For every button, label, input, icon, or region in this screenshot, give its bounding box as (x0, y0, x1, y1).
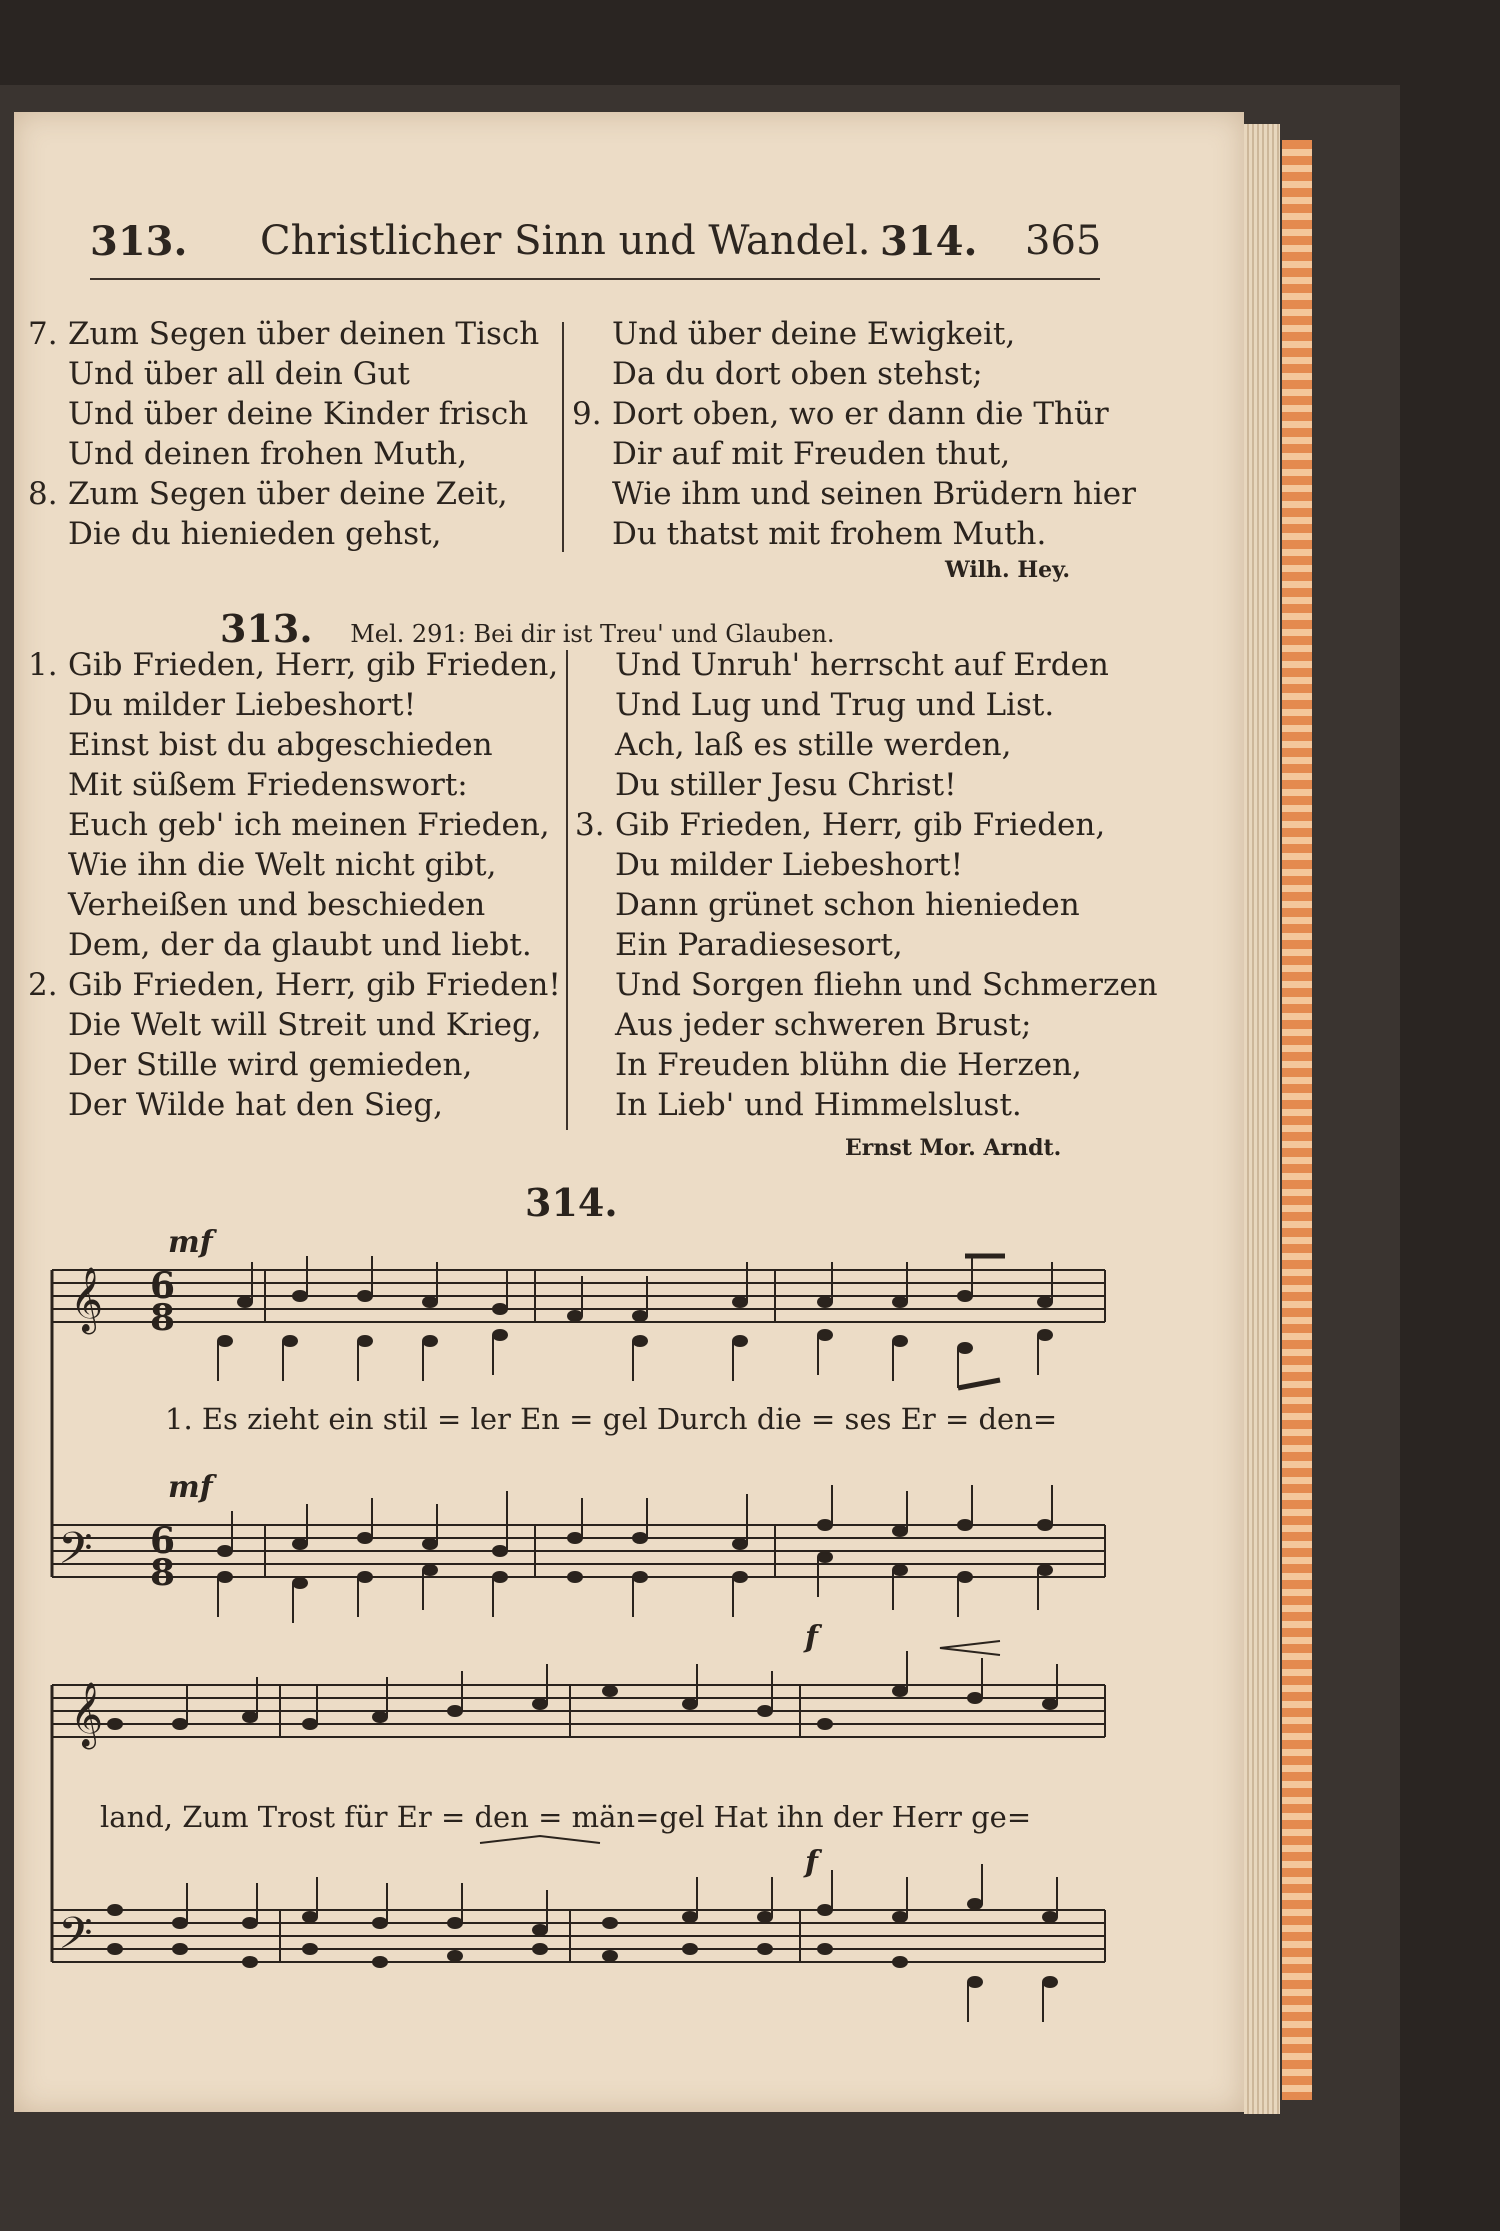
decrescendo-hairpin (480, 1836, 600, 1843)
running-head-right-number: 314. (880, 218, 978, 265)
verse-line: Du milder Liebeshort! (615, 847, 964, 883)
verse-line: Der Stille wird gemieden, (68, 1047, 473, 1083)
verse-line: Ach, laß es stille werden, (615, 727, 1012, 763)
verse-line: Und über deine Ewigkeit, (612, 316, 1016, 352)
page-number: 365 (1025, 218, 1102, 264)
verse-line: Und Unruh' herrscht auf Erden (615, 647, 1109, 683)
treble-clef-icon: 𝄞 (70, 1682, 104, 1747)
verse-line: Die Welt will Streit und Krieg, (68, 1007, 542, 1043)
verse-line: Ein Paradiesesort, (615, 927, 903, 963)
crescendo-hairpin (940, 1641, 1000, 1655)
verse-line: Du milder Liebeshort! (68, 687, 417, 723)
verse-line: Wie ihm und seinen Brüdern hier (612, 476, 1136, 512)
time-signature: 6 (150, 1265, 176, 1307)
verse-line: 2. Gib Frieden, Herr, gib Frieden! (28, 967, 561, 1003)
lyrics-line: land, Zum Trost für Er = den = män=gel Hat ihn der Herr ge= (100, 1800, 1032, 1834)
verse-line: Aus jeder schweren Brust; (615, 1007, 1032, 1043)
time-signature: 8 (150, 1552, 176, 1594)
verse-line: In Lieb' und Himmelslust. (615, 1087, 1022, 1123)
author-credit: Wilh. Hey. (945, 557, 1071, 583)
verse-line: In Freuden blühn die Herzen, (615, 1047, 1082, 1083)
verse-line: Da du dort oben stehst; (612, 356, 983, 392)
verse-line: Und deinen frohen Muth, (68, 436, 468, 472)
verse-line: 9. Dort oben, wo er dann die Thür (572, 396, 1109, 432)
lyrics-line: 1. Es zieht ein stil = ler En = gel Durch die = ses Er = den= (165, 1402, 1058, 1436)
verse-line: Du thatst mit frohem Muth. (612, 516, 1047, 552)
time-signature: 6 (150, 1520, 176, 1562)
hymn-314-number: 314. (525, 1180, 618, 1225)
verse-line: Und über deine Kinder frisch (68, 396, 529, 432)
dynamic-marking: mf (168, 1470, 213, 1505)
dynamic-marking: f (805, 1620, 818, 1655)
verse-line: 7. Zum Segen über deinen Tisch (28, 316, 540, 352)
dynamic-marking: mf (168, 1225, 213, 1260)
verse-line: Du stiller Jesu Christ! (615, 767, 957, 803)
hymn-number: 313. (220, 606, 313, 651)
dynamic-marking: f (805, 1845, 818, 1880)
bass-clef-icon: 𝄢 (58, 1522, 93, 1585)
verse-line: Verheißen und beschieden (68, 887, 486, 923)
time-signature: 8 (150, 1297, 176, 1339)
verse-line: 3. Gib Frieden, Herr, gib Frieden, (575, 807, 1106, 843)
verse-line: Und Lug und Trug und List. (615, 687, 1055, 723)
melody-reference: Mel. 291: Bei dir ist Treu' und Glauben. (350, 620, 835, 648)
verse-line: Dann grünet schon hienieden (615, 887, 1080, 923)
verse-line: 1. Gib Frieden, Herr, gib Frieden, (28, 647, 559, 683)
verse-line: Und Sorgen fliehn und Schmerzen (615, 967, 1158, 1003)
treble-clef-icon: 𝄞 (70, 1267, 104, 1332)
verse-line: Dem, der da glaubt und liebt. (68, 927, 532, 963)
running-head-title: Christlicher Sinn und Wandel. (260, 218, 871, 264)
verse-line: Dir auf mit Freuden thut, (612, 436, 1011, 472)
verse-line: 8. Zum Segen über deine Zeit, (28, 476, 508, 512)
verse-line: Einst bist du abgeschieden (68, 727, 493, 763)
verse-line: Mit süßem Friedenswort: (68, 767, 468, 803)
running-head-left-number: 313. (90, 218, 188, 265)
verse-line: Der Wilde hat den Sieg, (68, 1087, 444, 1123)
verse-line: Und über all dein Gut (68, 356, 410, 392)
bass-clef-icon: 𝄢 (58, 1907, 93, 1970)
author-credit: Ernst Mor. Arndt. (845, 1135, 1062, 1161)
verse-line: Die du hienieden gehst, (68, 516, 442, 552)
verse-line: Euch geb' ich meinen Frieden, (68, 807, 550, 843)
verse-line: Wie ihn die Welt nicht gibt, (68, 847, 497, 883)
